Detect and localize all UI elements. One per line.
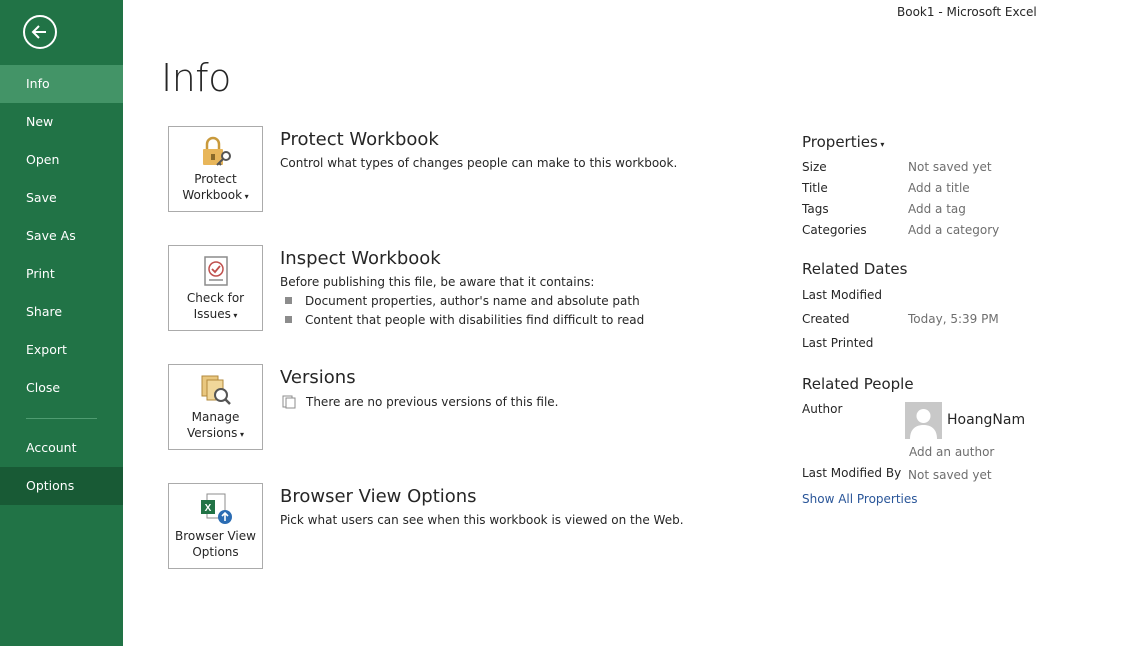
avatar [905,402,942,439]
prop-categories-field[interactable]: Add a category [908,223,1000,237]
bullet-marker [285,297,292,304]
browser-view-options-title: Browser View Options [280,486,477,507]
nav-item-save-as[interactable]: Save As [26,228,76,243]
inspect-bullet-2: Content that people with disabilities find difficult to read [305,313,645,327]
nav-item-print[interactable]: Print [26,266,55,281]
author-name[interactable]: HoangNam [947,412,1026,428]
last-printed-label: Last Printed [802,336,874,350]
prop-tags-label: Tags [802,202,829,216]
document-icon [282,395,296,409]
prop-size-label: Size [802,160,827,174]
back-arrow-icon [30,22,50,42]
lock-key-icon [199,135,233,169]
nav-item-new[interactable]: New [26,114,54,129]
add-author-link[interactable]: Add an author [909,445,995,459]
related-dates-heading: Related Dates [802,260,908,278]
person-icon [905,402,942,439]
versions-title: Versions [280,367,356,388]
protect-workbook-description: Control what types of changes people can make to this workbook. [280,156,678,170]
last-modified-label: Last Modified [802,288,883,302]
created-label: Created [802,312,850,326]
dropdown-caret-icon: ▾ [242,192,249,201]
prop-categories-label: Categories [802,223,867,237]
browser-view-options-description: Pick what users can see when this workbook is viewed on the Web. [280,513,684,527]
nav-item-info[interactable]: Info [0,65,123,103]
last-modified-by-label: Last Modified By [802,466,902,480]
inspect-workbook-title: Inspect Workbook [280,248,441,269]
created-value: Today, 5:39 PM [908,312,999,326]
nav-item-open[interactable]: Open [26,152,60,167]
nav-item-export[interactable]: Export [26,342,67,357]
bullet-marker [285,316,292,323]
last-modified-by-value: Not saved yet [908,468,992,482]
show-all-properties-link[interactable]: Show All Properties [802,492,918,506]
inspect-bullet-1: Document properties, author's name and absolute path [305,294,640,308]
backstage-sidebar [0,0,123,646]
dropdown-caret-icon: ▾ [230,311,238,320]
prop-title-field[interactable]: Add a title [908,181,970,195]
svg-text:X: X [204,503,212,514]
author-label: Author [802,402,843,416]
dropdown-caret-icon: ▾ [877,140,885,149]
nav-item-save[interactable]: Save [26,190,57,205]
back-button[interactable] [23,15,57,49]
tile-label: Protect Workbook ▾ [182,172,249,202]
browser-view-options-button[interactable] [168,483,263,569]
inspect-document-icon [199,254,233,288]
nav-item-options[interactable]: Options [0,467,123,505]
nav-item-account[interactable]: Account [26,440,77,455]
nav-item-close[interactable]: Close [26,380,61,395]
excel-globe-icon [199,492,233,526]
protect-workbook-button[interactable] [168,126,263,212]
versions-description: There are no previous versions of this file. [306,395,559,409]
check-for-issues-button[interactable] [168,245,263,331]
prop-title-label: Title [802,181,828,195]
tile-label: Manage Versions ▾ [187,410,244,440]
manage-versions-button[interactable] [168,364,263,450]
dropdown-caret-icon: ▾ [237,430,244,439]
tile-label: Check for Issues ▾ [186,291,245,321]
manage-versions-icon [199,373,233,407]
properties-dropdown[interactable]: Properties ▾ [802,133,885,151]
nav-item-share[interactable]: Share [26,304,63,319]
nav-divider [26,418,97,419]
protect-workbook-title: Protect Workbook [280,129,439,150]
inspect-workbook-description: Before publishing this file, be aware that it contains: [280,275,595,289]
window-title: Book1 - Microsoft Excel [897,5,1037,19]
related-people-heading: Related People [802,375,914,393]
prop-size-value: Not saved yet [908,160,992,174]
tile-label: Browser View Options [175,529,256,559]
page-title: Info [161,56,231,100]
prop-tags-field[interactable]: Add a tag [908,202,966,216]
